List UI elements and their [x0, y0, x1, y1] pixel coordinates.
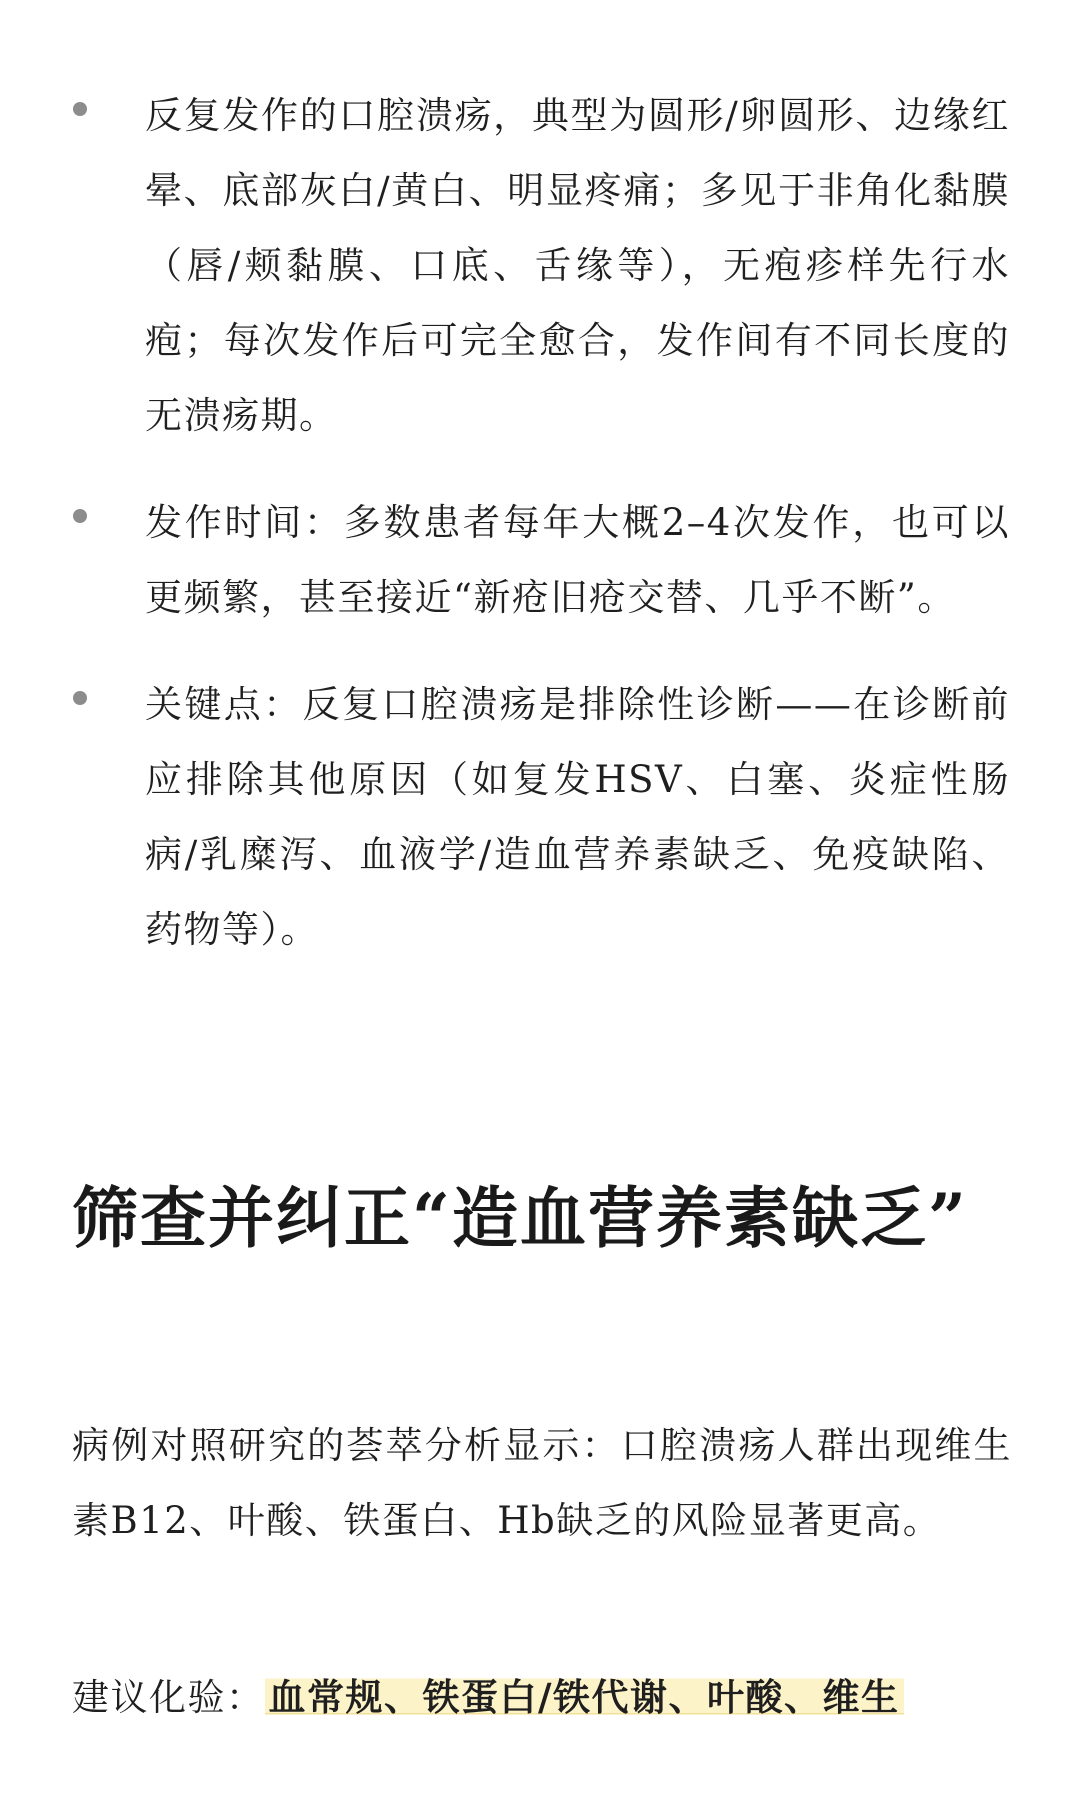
bullet-item-ulcer-features: [0, 78, 1080, 453]
bullet-dot-icon: [73, 691, 87, 705]
bullet-dot-icon: [73, 509, 87, 523]
bullet-item-key-point: [0, 667, 1080, 967]
symptom-bullet-list: [0, 78, 1080, 999]
section-heading: 筛查并纠正“造血营养素缺乏”: [72, 1179, 968, 1257]
bullet-dot-icon: [73, 102, 87, 116]
bullet-text: 发作时间：多数患者每年大概2–4次发作，也可以更频繁，甚至接近“新疮旧疮交替、几乎不断”。: [145, 501, 1010, 619]
meta-analysis-paragraph: 病例对照研究的荟萃分析显示：口腔溃疡人群出现维生素B12、叶酸、铁蛋白、Hb缺乏的风险显著更高。: [72, 1424, 1012, 1542]
advice-label: 建议化验：: [72, 1676, 265, 1719]
advice-highlighted-tests: 血常规、铁蛋白/铁代谢、叶酸、维生: [265, 1675, 904, 1719]
bullet-item-attack-frequency: [0, 485, 1080, 635]
test-advice-line: [72, 1660, 1012, 1735]
bullet-text: 反复发作的口腔溃疡，典型为圆形/卵圆形、边缘红晕、底部灰白/黄白、明显疼痛；多见于非角化黏膜（唇/颊黏膜、口底、舌缘等），无疱疹样先行水疱；每次发作后可完全愈合，发作间有不同长度的无溃疡期。: [145, 94, 1010, 437]
bullet-text: 关键点：反复口腔溃疡是排除性诊断——在诊断前应排除其他原因（如复发HSV、白塞、炎症性肠病/乳糜泻、血液学/造血营养素缺乏、免疫缺陷、药物等）。: [145, 683, 1010, 951]
